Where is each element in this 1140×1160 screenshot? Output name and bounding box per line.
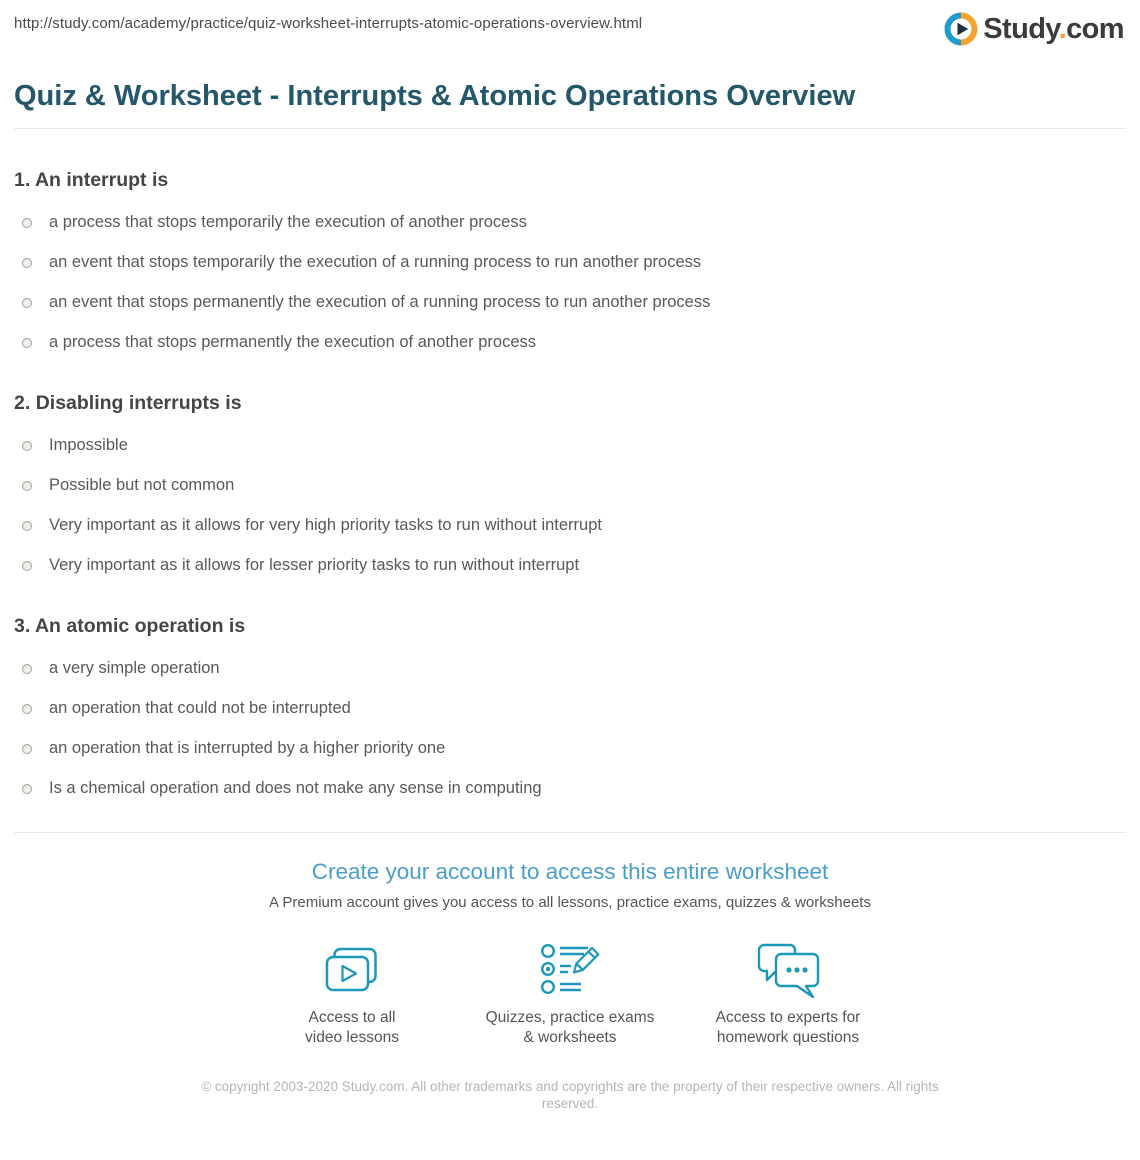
chat-bubbles-icon [756,943,820,999]
answer-option-label: an event that stops temporarily the execution of a running process to run another process [49,253,702,271]
answer-option[interactable] [14,333,1126,352]
question-block-2 [14,392,1126,575]
quiz-pencil-icon [540,943,600,999]
logo-brand: Study [983,12,1059,45]
answer-option-label: a process that stops permanently the execution of another process [49,333,537,351]
logo-dot: . [1058,12,1067,45]
answer-option-label: an operation that could not be interrupted [49,699,351,717]
question-3-heading [14,615,1126,638]
feature-label-line2: & worksheets [523,1029,617,1046]
answer-option[interactable] [14,516,1126,535]
question-1-prompt: An interrupt is [34,169,169,191]
radio-button[interactable] [22,481,32,491]
radio-button[interactable] [22,258,32,268]
question-2-heading [14,392,1126,415]
feature-list [0,941,1140,1048]
question-1-heading [14,169,1126,192]
answer-option[interactable] [14,253,1126,272]
studycom-logo[interactable] [944,12,1124,46]
answer-option-label: Is a chemical operation and does not make any sense in computing [49,779,542,797]
logo-wordmark [983,13,1124,46]
answer-option[interactable] [14,739,1126,758]
radio-button[interactable] [22,784,32,794]
question-1-number: 1. [14,169,31,191]
page-title: Quiz & Worksheet - Interrupts & Atomic Operations Overview [14,80,856,112]
answer-option-label: an event that stops permanently the execution of a running process to run another process [49,293,711,311]
question-2-number: 2. [14,392,31,414]
answer-option[interactable] [14,293,1126,312]
worksheet-divider [14,832,1126,833]
feature-label [243,1008,461,1048]
answer-option[interactable] [14,213,1126,232]
feature-label-line1: Access to experts for [715,1009,861,1026]
answer-option-label: Impossible [49,436,128,454]
question-2-prompt: Disabling interrupts is [35,392,242,414]
answer-option[interactable] [14,779,1126,798]
feature-label-line1: Access to all [308,1009,396,1026]
premium-subheading: A Premium account gives you access to all lessons, practice exams, quizzes & worksheets [269,894,871,911]
radio-button[interactable] [22,218,32,228]
radio-button[interactable] [22,298,32,308]
answer-option-label: an operation that is interrupted by a higher priority one [49,739,446,757]
radio-button[interactable] [22,521,32,531]
radio-button[interactable] [22,704,32,714]
copyright-notice: © copyright 2003-2020 Study.com. All other trademarks and copyrights are the property of their respective owners. All rights reserved. [201,1079,939,1111]
page-url: http://study.com/academy/practice/quiz-worksheet-interrupts-atomic-operations-overview.html [14,15,643,32]
logo-tld: com [1066,12,1124,45]
play-circle-icon [944,12,978,46]
answer-option-label: a process that stops temporarily the execution of another process [49,213,527,231]
feature-label-line2: homework questions [716,1029,860,1046]
video-lessons-icon [325,947,379,999]
answer-option[interactable] [14,436,1126,455]
quiz-body [0,169,1140,798]
radio-button[interactable] [22,441,32,451]
answer-option[interactable] [14,659,1126,678]
question-1-options [14,213,1126,352]
question-3-options [14,659,1126,798]
radio-button[interactable] [22,561,32,571]
question-3-prompt: An atomic operation is [34,615,246,637]
feature-label [679,1008,897,1048]
question-block-1 [14,169,1126,352]
create-account-section [0,859,1140,1112]
answer-option-label: Very important as it allows for very high priority tasks to run without interrupt [49,516,602,534]
question-3-number: 3. [14,615,31,637]
feature-quizzes-worksheets [461,941,679,1048]
answer-option[interactable] [14,699,1126,718]
answer-option[interactable] [14,556,1126,575]
page-header [0,0,1140,46]
question-2-options [14,436,1126,575]
radio-button[interactable] [22,664,32,674]
answer-option-label: a very simple operation [49,659,220,677]
radio-button[interactable] [22,338,32,348]
feature-label-line1: Quizzes, practice exams [485,1009,655,1026]
answer-option[interactable] [14,476,1126,495]
feature-video-lessons [243,941,461,1048]
question-block-3 [14,615,1126,798]
answer-option-label: Very important as it allows for lesser priority tasks to run without interrupt [49,556,580,574]
feature-label [461,1008,679,1048]
radio-button[interactable] [22,744,32,754]
title-divider [14,128,1126,129]
feature-label-line2: video lessons [305,1029,399,1046]
create-account-heading[interactable]: Create your account to access this entire worksheet [311,859,829,884]
feature-homework-experts [679,941,897,1048]
answer-option-label: Possible but not common [49,476,235,494]
